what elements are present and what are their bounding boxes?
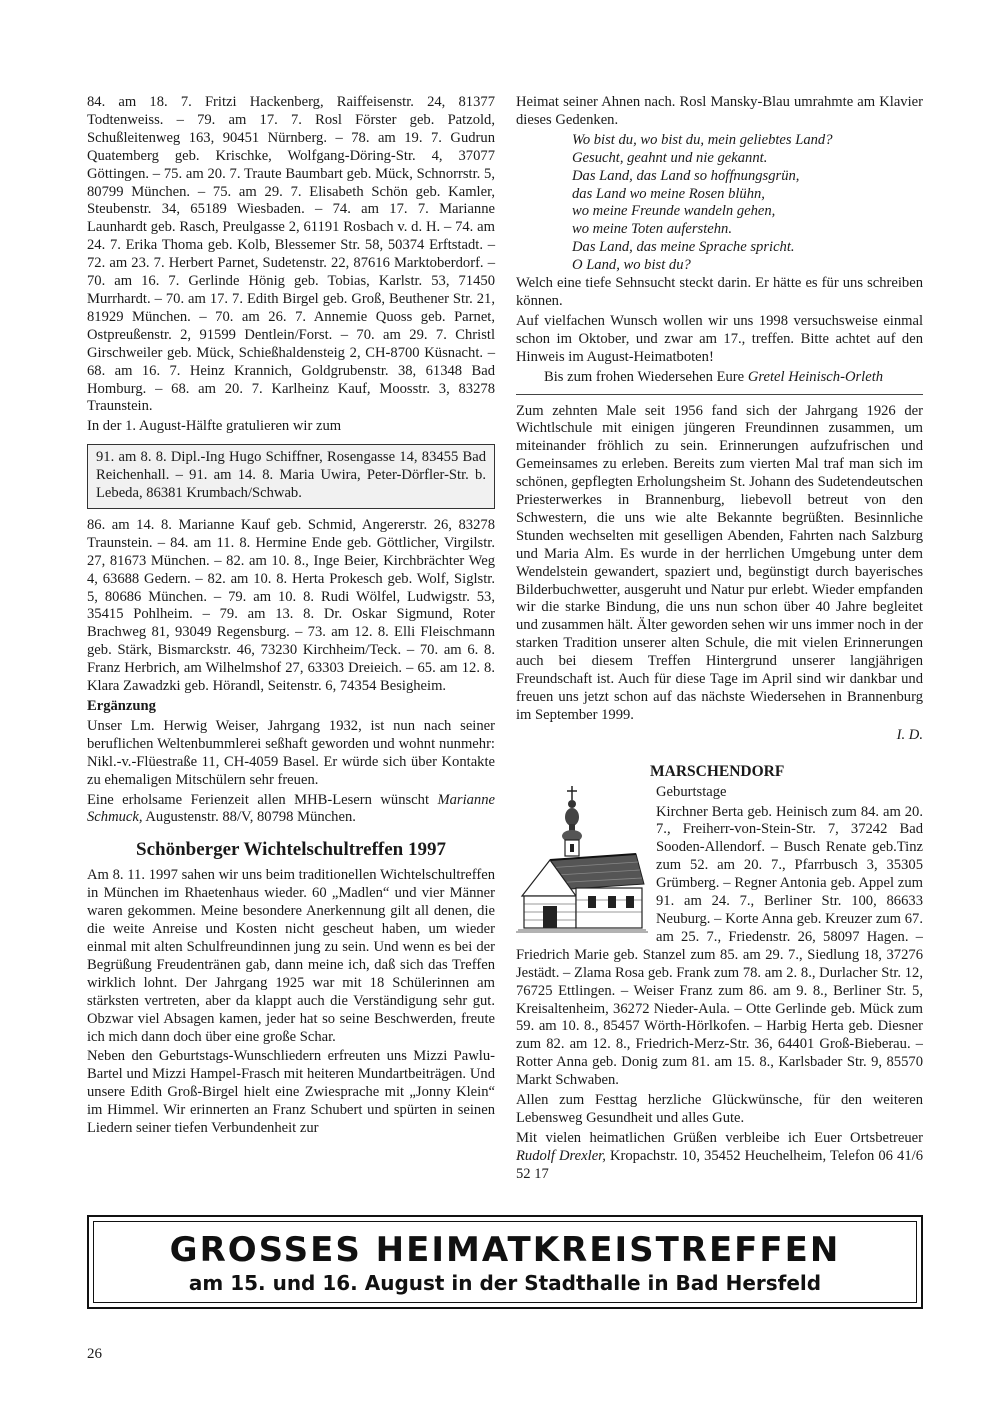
farewell-name: Gretel Heinisch-Orleth: [747, 368, 884, 385]
initials: I. D.: [896, 726, 923, 743]
church-illustration: [516, 784, 650, 934]
farewell: [516, 369, 923, 387]
banner-title: GROSSES HEIMATKREISTREFFEN: [169, 1230, 841, 1270]
article-continuation: Heimat seiner Ahnen nach. Rosl Mansky-Blau umrahmte am Klavier dieses Gedenken.: [516, 94, 923, 128]
ergaenzung-text: Unser Lm. Herwig Weiser, Jahrgang 1932, ist nun nach seiner beruflichen Weltenbummlerei seßhaft geworden und wohnt nunmehr: Nikl.-v.-Flüestraße 11, CH-4059 Basel. Er würde sich über Kontakte zu ehemaligen Mitschülern sehr freuen.: [87, 717, 495, 788]
august-intro: In der 1. August-Hälfte gratulieren wir zum: [87, 418, 342, 435]
poem-line: Gesucht, geahnt und nie gekannt.: [572, 149, 768, 166]
ferien-address: Augustenstr. 88/V, 80798 München.: [145, 809, 356, 826]
ferien-text: Eine erholsame Ferienzeit allen MHB-Lesern wünscht: [87, 791, 429, 808]
poem-line: Das Land, das Land so hoffnungsgrün,: [572, 167, 800, 184]
poem-line: O Land, wo bist du?: [572, 257, 691, 274]
poem-line: Wo bist du, wo bist du, mein geliebtes Land?: [572, 131, 833, 148]
ferien-greeting: [87, 792, 495, 828]
banner-subtitle: am 15. und 16. August in der Stadthalle in Bad Hersfeld: [188, 1271, 822, 1295]
poem-line: wo meine Freunde wandeln gehen,: [572, 203, 776, 220]
closing-text: Mit vielen heimatlichen Grüßen verbleibe ich Euer Ortsbetreuer: [516, 1129, 923, 1146]
poem-line: wo meine Toten auferstehn.: [572, 221, 732, 238]
closing: [516, 1130, 923, 1184]
poem-line: Das Land, das meine Sprache spricht.: [572, 239, 795, 256]
poem: [516, 132, 923, 275]
article2-text: Zum zehnten Male seit 1956 fand sich der Jahrgang 1926 der Wichtlschule mit einigen jüngeren Freundinnen zusammen, um miteinander fröhlich zu sein. Erinnerungen aufzufrischen und Gemeinsames zu erleben. Bereits zum vierten Mal traf man sich im schönen, gepflegten Erholungsheim St. Johann des Sudetendeutschen Priesterwerkes in Brannenburg, liebevoll betreut von den Schwestern, die uns wie alte Bekannte begrüßten. Besinnliche Stunden wechselten mit geselligen Abenden, Fahrten nach Salzburg und Maria Alm. Es wurde in der herrlichen Umgebung unter dem Wendelstein gewandert, spaziert und, begünstigt durch bayerisches Bilderbuchwetter, ausgeruht und Natur pur erlebt. Wieder empfanden wir die starke Bindung, die uns nun schon über 40 Jahre begleitet und zusammen hält. Älter geworden sehen wir uns immer noch in der starken Tradition unserer alten Schule, die mit vielen Erinnerungen auch bei diesem Treffen Hintergrund unserer langjährigen Freundschaft ist. Auch für diese Tage im April sind wir dankbar und freuen uns jetzt schon auf das nächste Wiedersehen in Brannenburg im September 1999.: [516, 402, 923, 723]
birthday-list-august: 86. am 14. 8. Marianne Kauf geb. Schmid, Angererstr. 26, 83278 Traunstein. – 84. am 11. 8. Hermine Ende geb. Göttlicher, Virgilstr. 27, 81673 München. – 82. am 10. 8., Inge Beier, Kirchbrächter Weg 4, 63688 Gedern. – 82. am 10. 8. Herta Prokesch geb. Wolf, Siglstr. 5, 80686 München. – 79. am 10. 8. Rudi Wölfel, Ludwigstr. 53, 35415 Pohlheim. – 79. am 13. 8. Dr. Oskar Sigmund, Roter Brachweg 81, 93049 Regensburg. – 73. am 12. 8. Elli Fleischmann geb. Stärk, Bismarckstr. 46, 73230 Kirchheim/Teck. – 70. am 6. 8. Franz Herbrich, am Wilhelmshof 27, 63303 Dreieich. – 65. am 12. 8. Klara Zawadzki geb. Hörandl, Seitenstr. 6, 74354 Besigheim.: [87, 516, 495, 695]
closing-address: Kropachstr. 10, 35452 Heuchelheim, Telefon 06 41/6 52 17: [516, 1147, 924, 1182]
article-heading: Schönberger Wichtelschultreffen 1997: [136, 839, 446, 861]
marschendorf-section: [516, 784, 923, 1092]
greetings: Allen zum Festtag herzliche Glückwünsche, für den weiteren Lebensweg Gesundheit und alles Gute.: [516, 1092, 923, 1126]
highlight-box: [87, 444, 495, 509]
left-column: [87, 94, 495, 1140]
ergaenzung-title: Ergänzung: [87, 698, 156, 714]
page-number: 26: [87, 1346, 102, 1362]
after-poem: Welch eine tiefe Sehnsucht steckt darin. Er hätte es für uns schreiben können.: [516, 275, 923, 309]
article-paragraph-1: Am 8. 11. 1997 sahen wir uns beim traditionellen Wichtelschultreffen in München im Rhaetenhaus wieder. 60 „Madlen“ und vier Männer waren gekommen. Meine besondere Anerkennung gilt all denen, die die weite Anreise und Kosten nicht gescheut haben, um wieder einmal mit alten Schulfreundinnen jung zu sein. Und wenn es bei der Begrüßung Freudentränen gab, dann meine ich, daß sich das Treffen wirklich lohnt. Der Jahrgang 1925 war mit 18 Schülerinnen am stärksten vertreten, aber da klappt auch die Verständigung sehr gut. Obzwar viel Absagen kamen, jeder hat so seine Beschwerden, freute ich mich dann doch über eine große Schar.: [87, 867, 495, 1045]
poem-line: das Land wo meine Rosen blühn,: [572, 185, 765, 202]
event-banner: [87, 1215, 923, 1309]
marschendorf-birthdays: Kirchner Berta geb. Heinisch zum 84. am 20. 7., Freiherr-von-Stein-Str. 7, 37242 Bad Sooden-Allendorf. – Busch Renate geb.Tinz zum 52. am 20. 7., Pfarrbusch 3, 35305 Grümberg. – Regner Antonia geb. Appel zum 91. am 24. 7., Berliner Str. 100, 86633 Neuburg. – Korte Anna geb. Kreuzer zum 67. am 25. 7., Friedenstr. 26, 58097 Hagen. – Friedrich Marie geb. Stanzel zum 85. am 29. 7., Siedlung 18, 37276 Jestädt. – Zlama Rosa geb. Frank zum 78. am 2. 8., Durlacher Str. 12, 76725 Ettlingen. – Weiser Franz zum 86. am 9. 8., Berliner Str. 5, Kreisaltenheim, 36272 Nieder-Aula. – Otte Gerlinde geb. Mück zum 59. am 10. 8., 85457 Wörth-Hörlkofen. – Harbig Herta geb. Diesner zum 82. am 12. 8., Friedrich-Merz-Str. 36, 64401 Groß-Bieberau. – Rotter Anna geb. Donig zum 81. am 15. 8., Karlsbader Str. 9, 85570 Markt Schwaben.: [516, 803, 923, 1089]
geburtstage-label: Geburtstage: [656, 783, 727, 800]
farewell-text: Bis zum frohen Wiedersehen Eure: [544, 368, 745, 385]
section-divider: [516, 394, 923, 395]
article-paragraph-2: Neben den Geburtstags-Wunschliedern erfreuten uns Mizzi Pawlu-Bartel und Mizzi Hampel-Frasch mit heiteren Mundartbeiträgen. Und unsere Edith Groß-Birgel hielt eine Zwiesprache mit „Jonny Klein“ im Himmel. Wir erinnerten an Franz Schubert und spürten in seinen Liedern seiner tiefen Verbundenheit zur: [87, 1048, 495, 1137]
highlight-box-text: 91. am 8. 8. Dipl.-Ing Hugo Schiffner, Rosengasse 14, 83455 Bad Reichenhall. – 91. am 14. 8. Maria Uwira, Peter-Dörfler-Str. b. Lebeda, 86381 Krumbach/Schwab.: [96, 449, 486, 502]
closing-name: Rudolf Drexler,: [516, 1147, 606, 1164]
birthday-list-july: 84. am 18. 7. Fritzi Hackenberg, Raiffeisenstr. 24, 81377 Todtenweiss. – 79. am 17. 7. Rosl Förster geb. Patzold, Schußleitenweg 163, 90451 Nürnberg. – 78. am 19. 7. Gudrun Quatemberg geb. Krischke, Wolfgang-Döring-Str. 4, 37077 Göttingen. – 75. am 20. 7. Traute Baumbart geb. Mück, Schnorrstr. 5, 80799 München. – 75. am 29. 7. Elisabeth Schön geb. Kamler, Steubenstr. 34, 65189 Wiesbaden. – 74. am 17. 7. Marianne Launhardt geb. Rasch, Preulgasse 2, 61191 Rosbach v. d. H. – 74. am 24. 7. Erika Thoma geb. Kolb, Blessemer Str. 58, 50374 Erftstadt. – 72. am 23. 7. Herbert Parnet, Sudetenstr. 22, 87616 Marktoberdorf. – 70. am 16. 7. Gerlinde Hönig geb. Tobias, Karlstr. 53, 71450 Murrhardt. – 70. am 17. 7. Edith Birgel geb. Groß, Beuthener Str. 21, 81929 München. – 70. am 26. 7. Annemie Quoss geb. Parnet, Ostpreußenstr. 2, 91599 Dentlein/Forst. – 70. am 29. 7. Christl Girschweiler geb. Mück, Schießhaldensteig 2, CH-8700 Küsnacht. – 68. am 16. 7. Heinz Krannich, Goldgrubenstr. 38, 61348 Bad Homburg. – 68. am 20. 7. Karlheinz Kauf, Moosstr. 3, 83278 Traunstein.: [87, 94, 495, 415]
article2-initials: [516, 727, 923, 745]
marschendorf-title: MARSCHENDORF: [650, 762, 785, 780]
wish-text: Auf vielfachen Wunsch wollen wir uns 1998 versuchsweise einmal schon im Oktober, und zwar am 17., treffen. Bitte achtet auf den Hinweis im August-Heimatboten!: [516, 312, 923, 365]
ferien-name: Marianne Schmuck,: [87, 791, 495, 826]
right-column: [516, 94, 923, 1186]
